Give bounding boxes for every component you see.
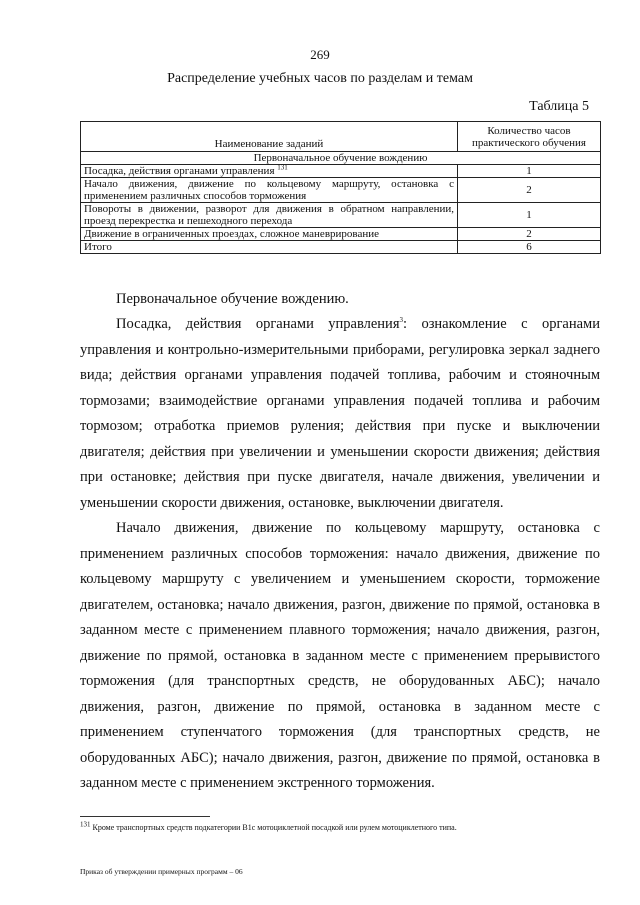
section-heading-text: Первоначальное обучение вождению.	[116, 291, 349, 307]
table-caption: Таблица 5	[529, 99, 589, 114]
table-row	[81, 165, 601, 178]
paragraph-text: Начало движения, движение по кольцевому маршруту, остановка с применением различных способов торможения: начало движения, движение по кольцевому маршруту с увеличением и уменьшением скорости, торможение двигателем, остановка; начало движения, разгон, движение по прямой, остановка в заданном месте с применением плавного торможения; начало движения, разгон, движение по прямой, остановка в заданном месте с применением прерывистого торможения (для транспортных средств, не оборудованных АБС); начало движения, разгон, движение по прямой, остановка в заданном месте с применением ступенчатого торможения (для транспортных средств, не оборудованных АБС); начало движения, разгон, движение по прямой, остановка в заданном месте с применением экстренного торможения.	[80, 520, 600, 791]
footnote-text: Кроме транспортных средств подкатегории В1с мотоциклетной посадкой или рулем мотоциклетного типа.	[90, 823, 457, 832]
hours-cell: 2	[458, 228, 601, 241]
footnote-reference: 3	[399, 316, 403, 325]
header-task-name: Наименование заданий	[81, 122, 458, 152]
footnote-mark: 131	[80, 820, 91, 829]
footnote	[80, 820, 600, 832]
table-row	[81, 203, 601, 228]
paragraph-ring-route	[80, 516, 600, 797]
table-row	[81, 228, 601, 241]
header-practical-hours: Количество часов практического обучения	[458, 122, 601, 152]
page-number: 269	[310, 47, 330, 62]
task-name-text: Посадка, действия органами управления	[84, 165, 275, 177]
table-row	[81, 178, 601, 203]
paragraph-body: : ознакомление с органами управления и контрольно-измерительными приборами, регулировка зеркал заднего вида; действия органами управления подачей топлива, рабочим и стояночным тормозами; взаимодействие органами управления подачей топлива и рабочим тормозом; отработка приемов руления; действия при пуске и выключении двигателя; действия при увеличении и уменьшении скорости движения; действия при остановке; действия при пуске двигателя, начале движения, увеличении и уменьшении скорости движения, остановке, выключении двигателя.	[80, 316, 600, 511]
task-name-cell: Начало движения, движение по кольцевому маршруту, остановка с применением различных способов торможения	[81, 178, 458, 203]
paragraph-lead: Посадка, действия органами управления	[116, 316, 400, 332]
table-section-row	[81, 152, 601, 165]
footnote-divider	[80, 816, 210, 817]
task-name-cell	[81, 165, 458, 178]
task-name-cell: Повороты в движении, разворот для движения в обратном направлении, проезд перекрестка и пешеходного перехода	[81, 203, 458, 228]
document-title: Распределение учебных часов по разделам и темам	[167, 71, 473, 86]
hours-cell: 1	[458, 203, 601, 228]
hours-cell: 2	[458, 178, 601, 203]
hours-distribution-table	[80, 121, 601, 254]
table-header-row	[81, 122, 601, 152]
table-total-row	[81, 241, 601, 254]
section-row-label: Первоначальное обучение вождению	[81, 152, 601, 165]
task-name-cell: Движение в ограниченных проездах, сложное маневрирование	[81, 228, 458, 241]
total-hours-cell: 6	[458, 241, 601, 254]
hours-cell: 1	[458, 165, 601, 178]
total-label-cell: Итого	[81, 241, 458, 254]
page-footer: Приказ об утверждении примерных программ – 06	[80, 867, 243, 876]
section-heading	[80, 287, 600, 313]
paragraph-text	[80, 312, 600, 516]
paragraph-boarding-controls	[80, 312, 600, 516]
footnote-reference: 131	[277, 163, 288, 172]
